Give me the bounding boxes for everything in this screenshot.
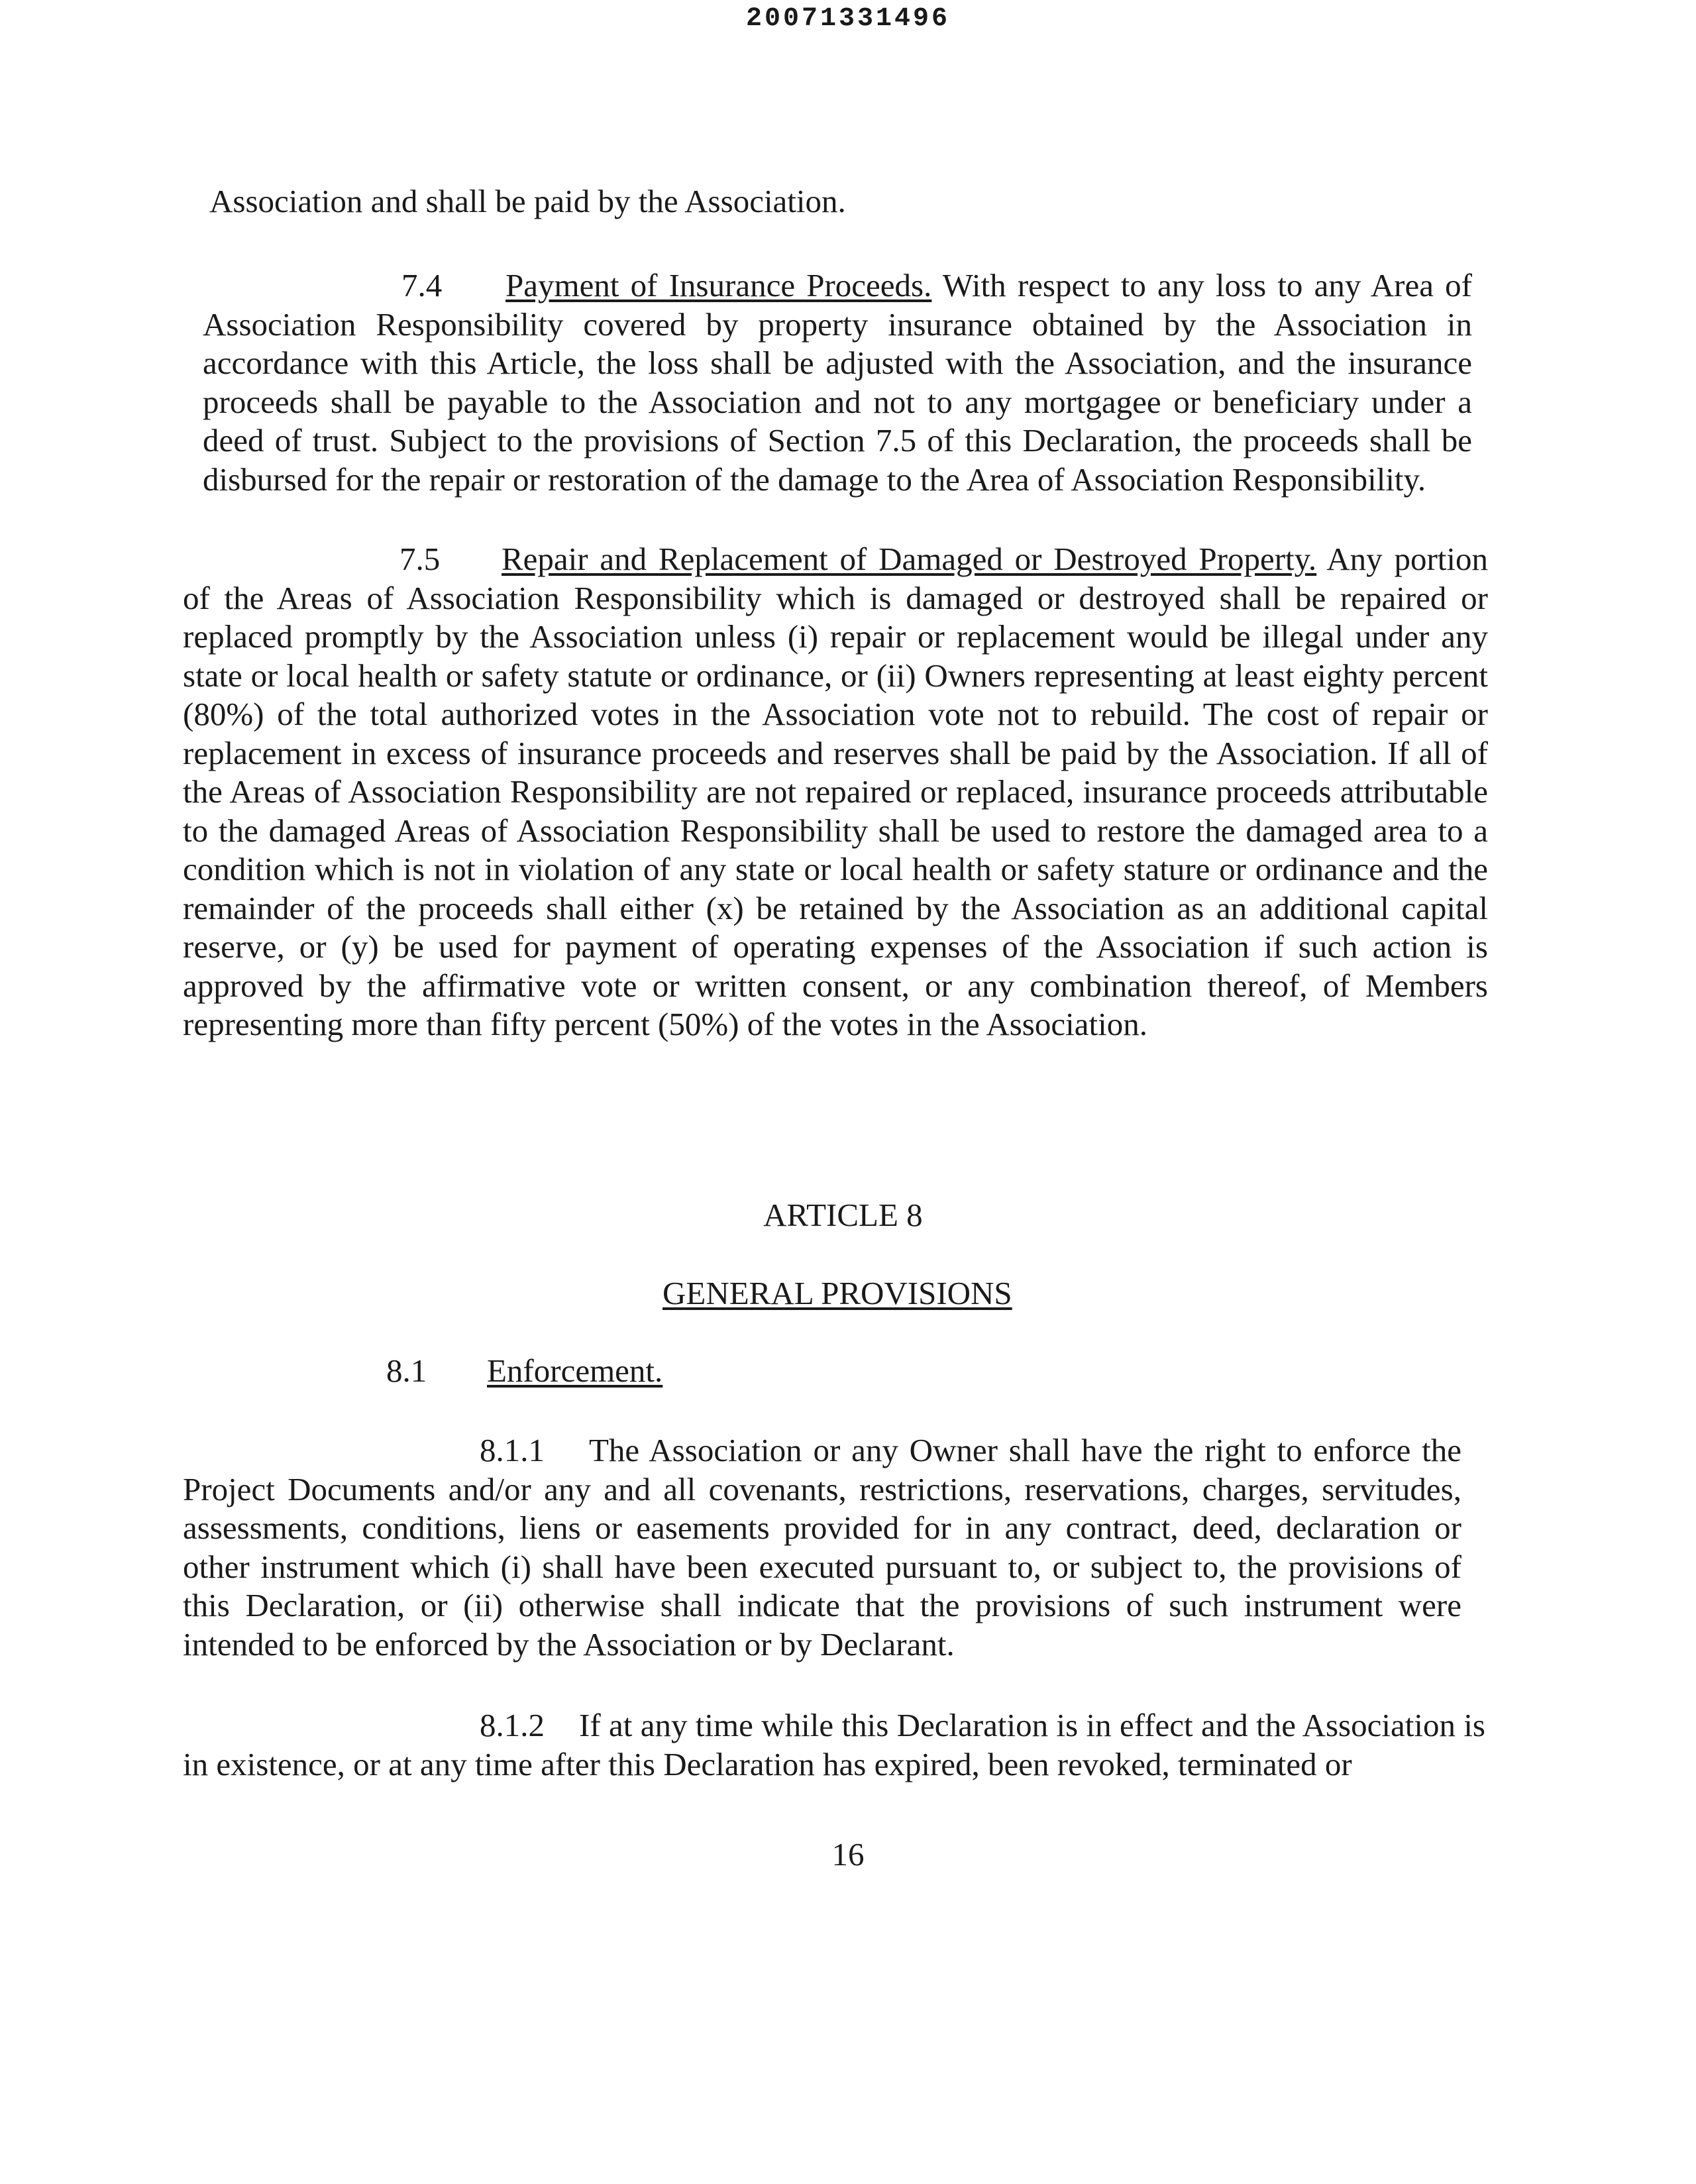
- section-7-4-heading: Payment of Insurance Proceeds.: [505, 267, 932, 303]
- section-8-1-number: 8.1: [386, 1352, 427, 1389]
- section-8-1-heading: Enforcement.: [487, 1352, 663, 1389]
- section-8-1: [386, 1352, 662, 1390]
- section-7-5: [183, 540, 1488, 1044]
- section-8-1-2: [183, 1706, 1485, 1784]
- section-8-1-1-number: 8.1.1: [480, 1432, 545, 1468]
- section-7-5-body: Any portion of the Areas of Association Responsibility which is damaged or destroyed shall be repaired or replaced promptly by the Association unless (i) repair or replacement would be illegal under any state or local health or safety statute or ordinance, or (ii) Owners representing at least eighty percent (80%) of the total authorized votes in the Association vote not to rebuild. The cost of repair or replacement in excess of insurance proceeds and reserves shall be paid by the Association. If all of the Areas of Association Responsibility are not repaired or replaced, insurance proceeds attributable to the damaged Areas of Association Responsibility shall be used to restore the damaged area to a condition which is not in violation of any state or local health or safety stature or ordinance and the remainder of the proceeds shall either (x) be retained by the Association as an additional capital reserve, or (y) be used for payment of operating expenses of the Association if such action is approved by the affirmative vote or written consent, or any combination thereof, of Members representing more than fifty percent (50%) of the votes in the Association.: [183, 541, 1488, 1042]
- section-8-1-2-number: 8.1.2: [480, 1707, 545, 1743]
- section-7-4-number: 7.4: [401, 267, 443, 303]
- article-subtitle: GENERAL PROVISIONS: [662, 1275, 1012, 1311]
- section-7-5-heading: Repair and Replacement of Damaged or Destroyed Property.: [502, 541, 1317, 577]
- section-7-5-number: 7.5: [399, 541, 441, 577]
- article-title: ARTICLE 8: [763, 1197, 923, 1233]
- section-7-4: [203, 266, 1472, 499]
- section-8-1-1: [183, 1431, 1461, 1664]
- section-8-1-2-body: If at any time while this Declaration is in effect and the Association is in existence, or at any time after this Declaration has expired, been revoked, terminated or: [183, 1707, 1485, 1782]
- section-8-1-1-body: The Association or any Owner shall have the right to enforce the Project Documents and/or any and all covenants, restrictions, reservations, charges, servitudes, assessments, conditions, liens or easements provided for in any contract, deed, declaration or other instrument which (i) shall have been executed pursuant to, or subject to, the provisions of this Declaration, or (ii) otherwise shall indicate that the provisions of such instrument were intended to be enforced by the Association or by Declarant.: [183, 1432, 1461, 1663]
- document-number: 20071331496: [745, 4, 951, 34]
- section-7-4-body: With respect to any loss to any Area of Association Responsibility covered by property insurance obtained by the Association in accordance with this Article, the loss shall be adjusted with the Association, and the insurance proceeds shall be payable to the Association and not to any mortgagee or beneficiary under a deed of trust. Subject to the provisions of Section 7.5 of this Declaration, the proceeds shall be disbursed for the repair or restoration of the damage to the Area of Association Responsibility.: [203, 267, 1472, 498]
- intro-line: Association and shall be paid by the Association.: [209, 183, 846, 219]
- page-number: 16: [831, 1836, 865, 1873]
